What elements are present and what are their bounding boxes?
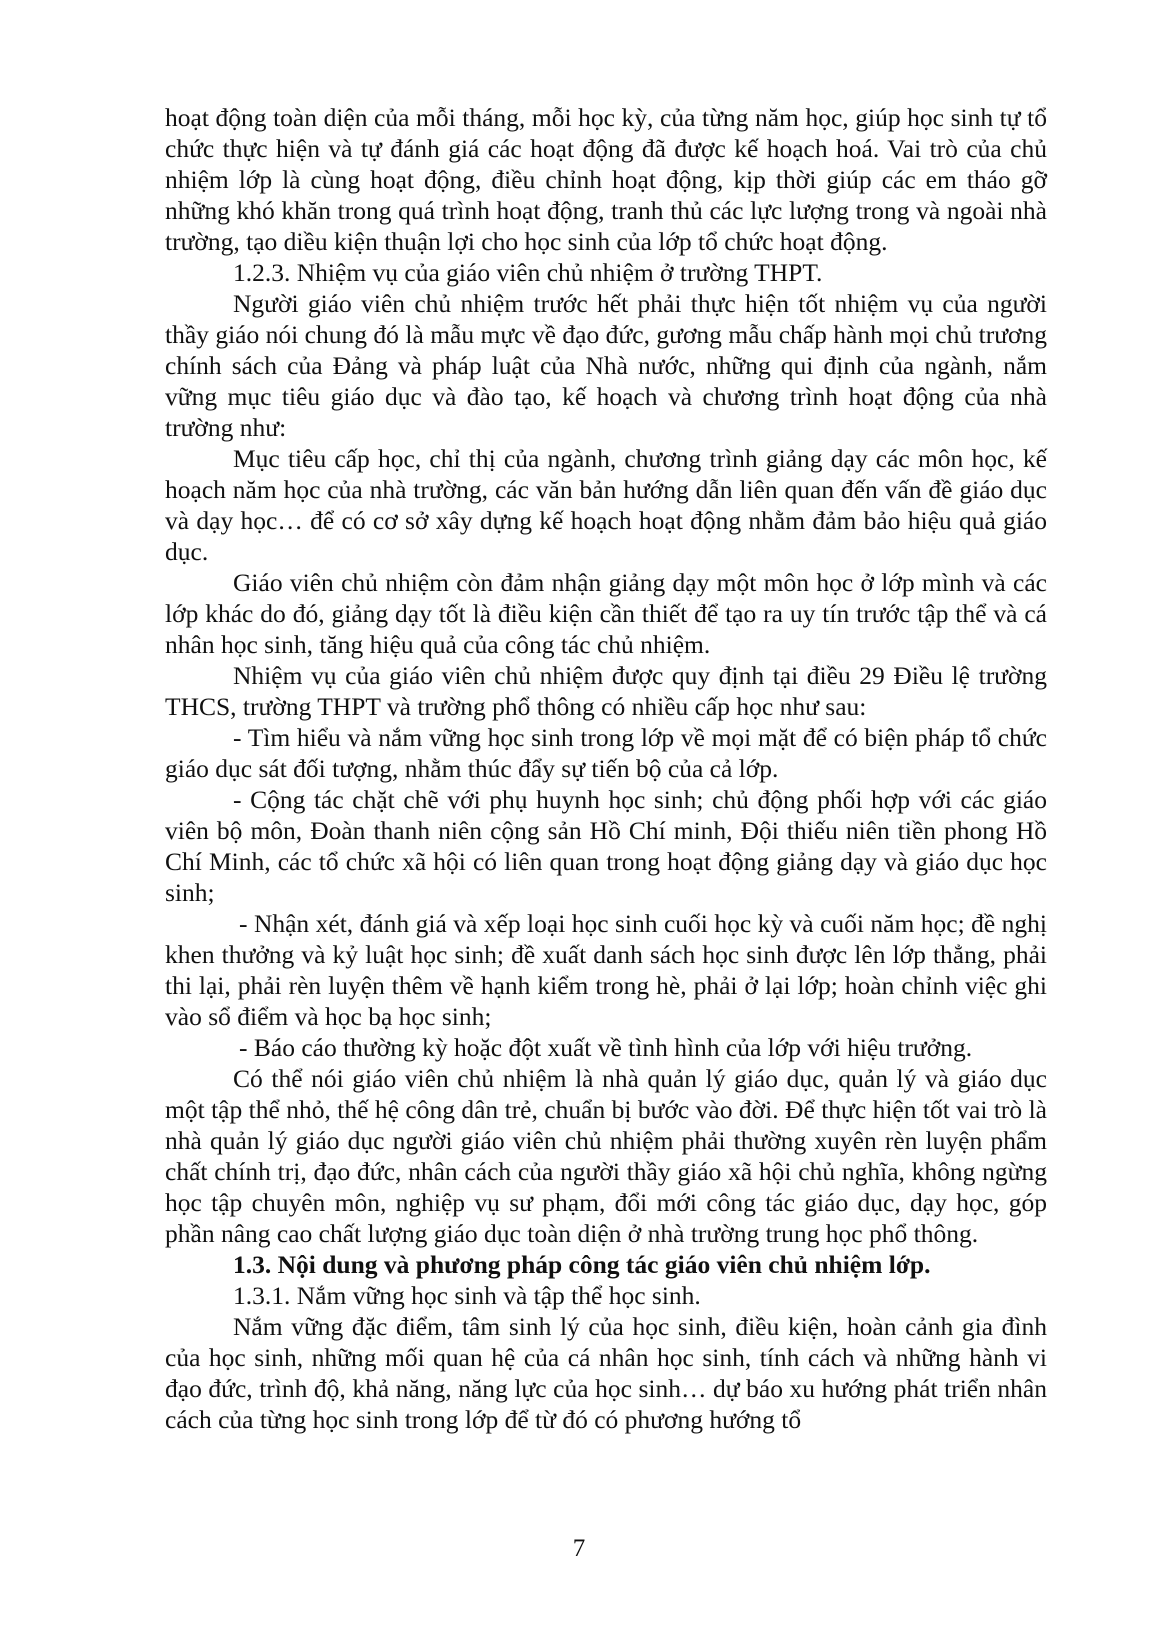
paragraph-4: Giáo viên chủ nhiệm còn đảm nhận giảng dạy một môn học ở lớp mình và các lớp khác do đó, giảng dạy tốt là điều kiện cần thiết để tạo ra uy tín trước tập thể và cá nhân học sinh, tăng hiệu quả của công tác chủ nhiệm. — [165, 568, 1047, 659]
paragraph-7: Nắm vững đặc điểm, tâm sinh lý của học sinh, điều kiện, hoàn cảnh gia đình của học sinh, những mối quan hệ của cá nhân học sinh, tính cách và những hành vi đạo đức, trình độ, khả năng, năng lực của học sinh… dự báo xu hướng phát triển nhân cách của từng học sinh trong lớp để từ đó có phương hướng tổ — [165, 1312, 1047, 1434]
list-item-4: - Báo cáo thường kỳ hoặc đột xuất về tình hình của lớp với hiệu trưởng. — [239, 1033, 973, 1062]
paragraph-2: Người giáo viên chủ nhiệm trước hết phải thực hiện tốt nhiệm vụ của người thầy giáo nói chung đó là mẫu mực về đạo đức, gương mẫu chấp hành mọi chủ trương chính sách của Đảng và pháp luật của Nhà nước, những qui định của ngành, nắm vững mục tiêu giáo dục và đào tạo, kế hoạch và chương trình hoạt động của nhà trường như: — [165, 289, 1047, 442]
page-number: 7 — [572, 1535, 586, 1562]
paragraph-6: Có thể nói giáo viên chủ nhiệm là nhà quản lý giáo dục, quản lý và giáo dục một tập thể nhỏ, thế hệ công dân trẻ, chuẩn bị bước vào đời. Để thực hiện tốt vai trò là nhà quản lý giáo dục người giáo viên chủ nhiệm phải thường xuyên rèn luyện phẩm chất chính trị, đạo đức, nhân cách của người thầy giáo xã hội chủ nghĩa, không ngừng học tập chuyên môn, nghiệp vụ sư phạm, đổi mới công tác giáo dục, dạy học, góp phần nâng cao chất lượng giáo dục toàn diện ở nhà trường trung học phổ thông. — [165, 1064, 1047, 1248]
section-heading-1-3: 1.3. Nội dung và phương pháp công tác giáo viên chủ nhiệm lớp. — [233, 1250, 931, 1279]
section-heading-1-2-3: 1.2.3. Nhiệm vụ của giáo viên chủ nhiệm ở trường THPT. — [233, 258, 823, 287]
document-body — [165, 102, 1047, 1435]
section-heading-1-3-1: 1.3.1. Nắm vững học sinh và tập thể học sinh. — [233, 1281, 701, 1310]
paragraph-5: Nhiệm vụ của giáo viên chủ nhiệm được quy định tại điều 29 Điều lệ trường THCS, trường THPT và trường phổ thông có nhiều cấp học như sau: — [165, 661, 1047, 721]
paragraph-3: Mục tiêu cấp học, chỉ thị của ngành, chương trình giảng dạy các môn học, kế hoạch năm học của nhà trường, các văn bản hướng dẫn liên quan đến vấn đề giáo dục và dạy học… để có cơ sở xây dựng kế hoạch hoạt động nhằm đảm bảo hiệu quả giáo dục. — [165, 444, 1047, 566]
list-item-1: - Tìm hiểu và nắm vững học sinh trong lớp về mọi mặt để có biện pháp tổ chức giáo dục sát đối tượng, nhằm thúc đẩy sự tiến bộ của cả lớp. — [165, 723, 1047, 783]
list-item-3: - Nhận xét, đánh giá và xếp loại học sinh cuối học kỳ và cuối năm học; đề nghị khen thưởng và kỷ luật học sinh; đề xuất danh sách học sinh được lên lớp thẳng, phải thi lại, phải rèn luyện thêm về hạnh kiểm trong hè, phải ở lại lớp; hoàn chỉnh việc ghi vào sổ điểm và học bạ học sinh; — [165, 909, 1047, 1031]
list-item-2: - Cộng tác chặt chẽ với phụ huynh học sinh; chủ động phối hợp với các giáo viên bộ môn, Đoàn thanh niên cộng sản Hồ Chí minh, Đội thiếu niên tiền phong Hồ Chí Minh, các tổ chức xã hội có liên quan trong hoạt động giảng dạy và giáo dục học sinh; — [165, 785, 1047, 907]
paragraph-1: hoạt động toàn diện của mỗi tháng, mỗi học kỳ, của từng năm học, giúp học sinh tự tổ chức thực hiện và tự đánh giá các hoạt động đã được kế hoạch hoá. Vai trò của chủ nhiệm lớp là cùng hoạt động, điều chỉnh hoạt động, kịp thời giúp các em tháo gỡ những khó khăn trong quá trình hoạt động, tranh thủ các lực lượng trong và ngoài nhà trường, tạo diều kiện thuận lợi cho học sinh của lớp tổ chức hoạt động. — [165, 103, 1047, 256]
